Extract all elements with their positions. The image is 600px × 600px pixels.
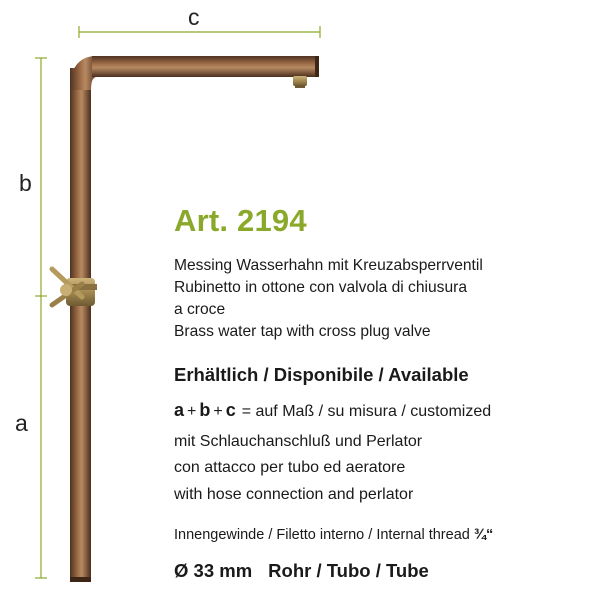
pipe-end	[70, 577, 91, 582]
dimension-formula	[174, 400, 491, 421]
formula-b: b	[199, 400, 211, 420]
availability-heading: Erhältlich / Disponibile / Available	[174, 364, 469, 385]
option-line-en: with hose connection and perlator	[174, 486, 414, 503]
pipe-spec	[174, 560, 429, 582]
description-line-it-cont: a croce	[174, 301, 226, 318]
dimension-a-label: a	[15, 410, 28, 436]
formula-c: c	[225, 400, 236, 420]
pipe-label: Rohr / Tubo / Tube	[268, 560, 429, 581]
pipe-cap	[315, 56, 319, 77]
option-line-de: mit Schlauchanschluß und Perlator	[174, 433, 423, 450]
aerator	[293, 76, 307, 86]
thread-text: Innengewinde / Filetto interno / Internal thread	[174, 527, 470, 543]
dimension-c-label: c	[188, 4, 200, 30]
thread-spec	[174, 527, 493, 543]
dimension-c-line	[79, 26, 320, 38]
option-line-it: con attacco per tubo ed aeratore	[174, 459, 406, 476]
aerator-tip	[295, 85, 305, 88]
description-line-de: Messing Wasserhahn mit Kreuzabsperrventil	[174, 257, 483, 274]
formula-plus: +	[213, 403, 223, 420]
description-line-en: Brass water tap with cross plug valve	[174, 323, 431, 340]
dimension-b-label: b	[19, 170, 32, 196]
vertical-pipe	[70, 68, 91, 582]
horizontal-pipe	[92, 56, 318, 77]
formula-plus: +	[187, 403, 197, 420]
thread-size: ¾“	[473, 527, 494, 543]
pipe-diameter: Ø 33 mm	[174, 560, 253, 581]
dimension-b-line	[35, 58, 47, 296]
description-line-it: Rubinetto in ottone con valvola di chiusura	[174, 279, 467, 296]
dimension-a-line	[35, 296, 47, 578]
formula-a: a	[174, 400, 185, 420]
article-title: Art. 2194	[174, 203, 307, 238]
formula-text: = auf Maß / su misura / customized	[241, 403, 492, 420]
